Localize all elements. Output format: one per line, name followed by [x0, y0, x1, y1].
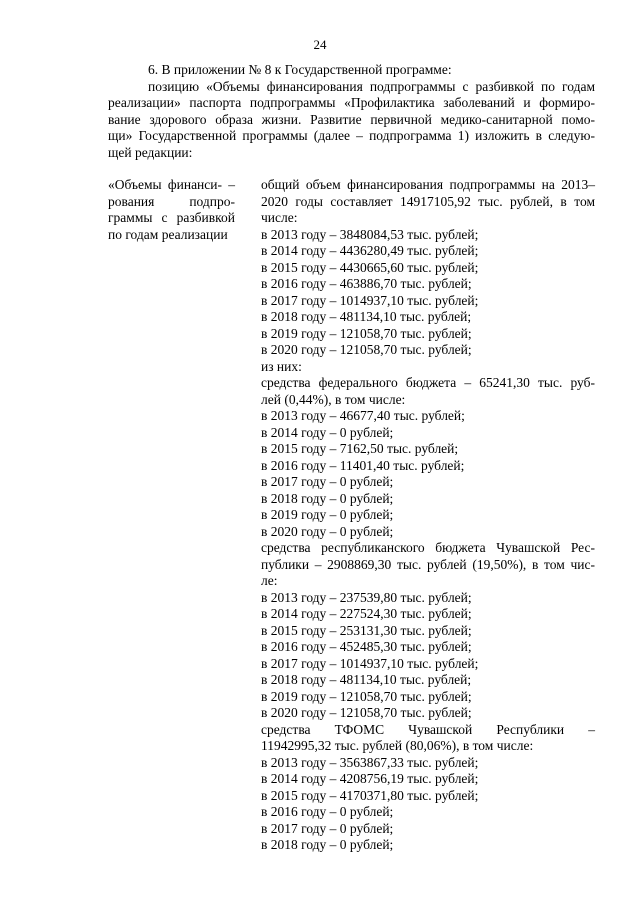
year-amount-line: в 2017 году – 0 рублей;: [261, 820, 394, 836]
year-amount-line: в 2016 году – 463886,70 тыс. рублей;: [261, 276, 472, 291]
year-amount-line: в 2015 году – 7162,50 тыс. рублей;: [261, 441, 459, 456]
year-amount-line: в 2018 году – 0 рублей;: [261, 837, 394, 852]
year-amount-line: в 2019 году – 121058,70 тыс. рублей;: [261, 325, 472, 341]
page-number: 24: [313, 37, 327, 52]
tfoms-years-list: [261, 755, 595, 854]
year-amount-line: в 2014 году – 227524,30 тыс. рублей;: [261, 606, 472, 621]
year-amount-line: в 2016 году – 11401,40 тыс. рублей;: [261, 457, 465, 473]
year-amount-line: в 2014 году – 4436280,49 тыс. рублей;: [261, 243, 479, 258]
year-amount-line: в 2016 году – 452485,30 тыс. рублей;: [261, 639, 472, 654]
passport-field-label: «Объемы финанси- – рования подпро- граммы с разбивкой по годам реализации: [108, 177, 235, 242]
financing-details: общий объем финансирования подпрограммы на 2013– 2020 годы составляет 14917105,92 тыс. рублей, в том числе: в 2013 году – 3848084,53 тыс. рублей; в 2014 году – 4436280,49 тыс. рублей; в 2015 году – 4430665,60 тыс. рублей; в 2016 году – 463886,70 тыс. рублей; в 2017 году – 1014937,10 тыс. рублей; в 2018 году – 481134,10 тыс. рублей; в 2019 году – 121058,70 тыс. рублей; в 2020 году – 121058,70 тыс. рублей; из них: средства федерального бюджета – 65241,30 тыс. руб- лей (0,44%), в том числе: в 2013 году – 46677,40 тыс. рублей; в 2014 году – 0 рублей; в 2015 году – 7162,50 тыс. рублей; в 2016 году – 11401,40 тыс. рублей; в 2017 году – 0 рублей; в 2018 году – 0 рублей; в 2019 году – 0 рублей; в 2020 году – 0 рублей; средства республиканского бюджета Чувашской Рес- публики – 2908869,30 тыс. рублей (19,50%), в том чис- ле: в 2013 году – 237539,80 тыс. рублей; в 2014 году – 227524,30 тыс. рублей; в 2015 году – 253131,30 тыс. рублей; в 2016 году – 452485,30 тыс. рублей; в 2017 году – 1014937,10 тыс. рублей; в 2018 году – 481134,10 тыс. рублей; в 2019 году – 121058,70 тыс. рублей; в 2020 году – 121058,70 тыс. рублей; средства ТФОМС Чувашской Республики – 11942995,32 тыс. рублей (80,06%), в том числе: в 2013 году – 3563867,33 тыс. рублей; в 2014 году – 4208756,19 тыс. рублей; в 2015 году – 4170371,80 тыс. рублей; в 2016 году – 0 рублей; в 2017 году – 0 рублей; в 2018 году – 0 рублей;: [261, 177, 595, 852]
intro-paragraph: позицию «Объемы финансирования подпрограммы с разбивкой по годам реализации» паспорта подпрограммы «Профилактика заболеваний и формиро- вание здорового образа жизни. Развитие первичной медико-санитарной помо- щи» Государственной программы (далее – подпрограмма 1) изложить в следую- щей редакции:: [108, 78, 595, 160]
year-amount-line: в 2017 году – 1014937,10 тыс. рублей;: [261, 655, 479, 671]
total-line: общий объем финансирования подпрограммы на 2013–: [261, 177, 595, 192]
year-amount-line: в 2013 году – 3848084,53 тыс. рублей;: [261, 226, 479, 242]
year-amount-line: в 2019 году – 0 рублей;: [261, 507, 394, 522]
intro-heading: 6. В приложении № 8 к Государственной программе:: [148, 62, 452, 77]
year-amount-line: в 2017 году – 1014937,10 тыс. рублей;: [261, 292, 479, 308]
year-amount-line: в 2013 году – 46677,40 тыс. рублей;: [261, 408, 465, 423]
year-amount-line: в 2013 году – 3563867,33 тыс. рублей;: [261, 754, 479, 770]
year-amount-line: в 2016 году – 0 рублей;: [261, 804, 394, 819]
year-amount-line: в 2018 году – 481134,10 тыс. рублей;: [261, 309, 472, 324]
year-amount-line: в 2020 году – 121058,70 тыс. рублей;: [261, 705, 472, 720]
year-amount-line: в 2020 году – 0 рублей;: [261, 523, 394, 539]
year-amount-line: в 2018 году – 481134,10 тыс. рублей;: [261, 672, 472, 687]
year-amount-line: в 2015 году – 253131,30 тыс. рублей;: [261, 622, 472, 638]
of-them-label: из них:: [261, 358, 302, 374]
tfoms-heading: средства ТФОМС Чувашской Республики –: [261, 721, 595, 737]
year-amount-line: в 2013 году – 237539,80 тыс. рублей;: [261, 589, 472, 605]
year-amount-line: в 2014 году – 4208756,19 тыс. рублей;: [261, 771, 479, 786]
year-amount-line: в 2015 году – 4170371,80 тыс. рублей;: [261, 787, 479, 803]
total-years-list: [261, 227, 595, 359]
year-amount-line: в 2020 году – 121058,70 тыс. рублей;: [261, 342, 472, 357]
federal-years-list: [261, 408, 595, 540]
republic-years-list: [261, 590, 595, 722]
year-amount-line: в 2018 году – 0 рублей;: [261, 490, 394, 506]
year-amount-line: в 2017 году – 0 рублей;: [261, 474, 394, 489]
year-amount-line: в 2019 году – 121058,70 тыс. рублей;: [261, 688, 472, 704]
year-amount-line: в 2015 году – 4430665,60 тыс. рублей;: [261, 259, 479, 275]
year-amount-line: в 2014 году – 0 рублей;: [261, 424, 394, 440]
republic-heading: средства республиканского бюджета Чувашской Рес-: [261, 540, 595, 555]
intro-text: [108, 62, 595, 161]
federal-heading: средства федерального бюджета – 65241,30 тыс. руб-: [261, 375, 595, 390]
